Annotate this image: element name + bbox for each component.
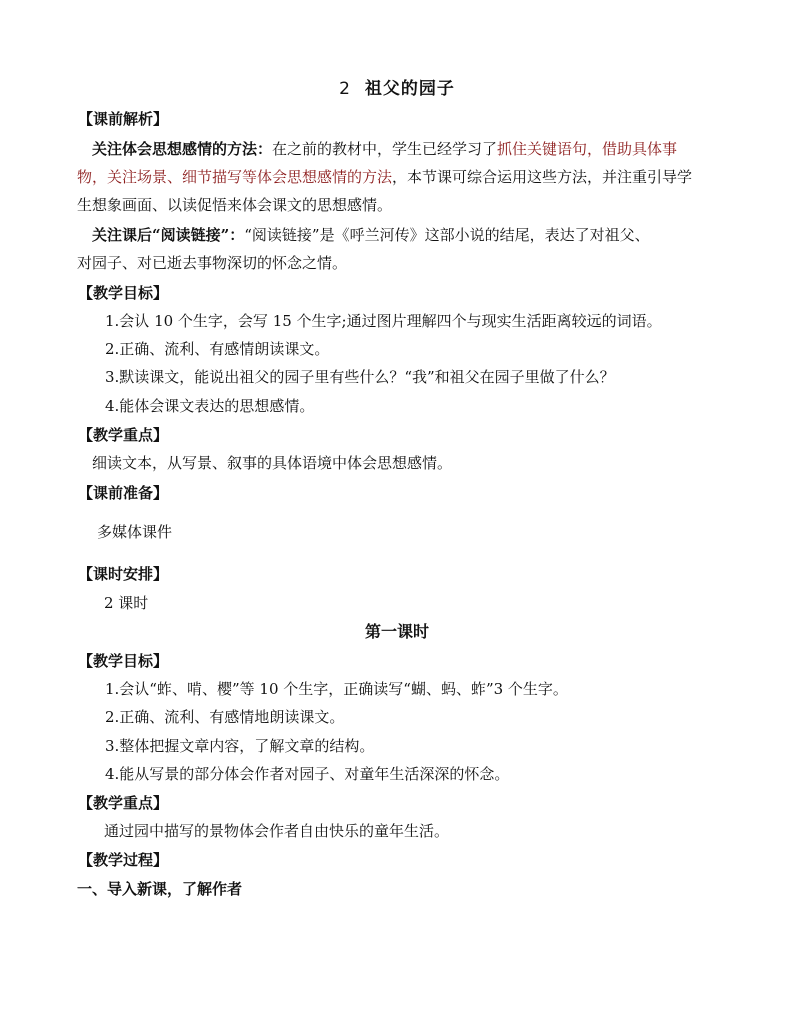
section-heading-schedule: 【课时安排】 xyxy=(78,565,169,583)
section-heading-first-key: 【教学重点】 xyxy=(78,794,169,812)
pre-p1-b: ，本节课可综合运用这些方法，并注重引导学 xyxy=(392,168,693,186)
first-goal-item-4: 4.能从写景的部分体会作者对园子、对童年生活深深的怀念。 xyxy=(105,765,510,783)
pre-p2-a: “阅读链接”是《呼兰河传》这部小说的结尾，表达了对祖父、 xyxy=(244,226,650,244)
first-lesson-title: 第一课时 xyxy=(364,622,429,641)
section-heading-keypoint: 【教学重点】 xyxy=(78,426,169,444)
first-goal-item-2: 2.正确、流利、有感情地朗读课文。 xyxy=(105,708,345,726)
prep-text: 多媒体课件 xyxy=(97,523,173,541)
keypoint-text: 细读文本，从写景、叙事的具体语境中体会思想感情。 xyxy=(92,454,453,472)
lesson-title-text: 祖父的园子 xyxy=(364,79,455,99)
lesson-title xyxy=(0,79,794,99)
schedule-text: 2 课时 xyxy=(104,594,149,612)
section-heading-first-goals: 【教学目标】 xyxy=(78,652,169,670)
pre-p1-red-1: 抓住关键语句，借助具体事 xyxy=(497,140,678,158)
section-heading-process: 【教学过程】 xyxy=(78,851,169,869)
goal-item-3: 3.默读课文，能说出祖父的园子里有些什么？“我”和祖父在园子里做了什么？ xyxy=(105,368,615,386)
pre-paragraph-2-line-1 xyxy=(92,225,650,245)
section-heading-pre-analysis: 【课前解析】 xyxy=(78,110,169,128)
goal-item-2: 2.正确、流利、有感情朗读课文。 xyxy=(105,340,330,358)
pre-paragraph-1-line-1 xyxy=(92,139,677,159)
pre-p1-lead: 关注体会思想感情的方法： xyxy=(92,140,273,158)
pre-paragraph-2-line-2: 对园子、对已逝去事物深切的怀念之情。 xyxy=(77,254,348,272)
first-key-text: 通过园中描写的景物体会作者自由快乐的童年生活。 xyxy=(104,822,450,840)
process-step-1: 一、导入新课，了解作者 xyxy=(77,880,243,898)
first-goal-item-3: 3.整体把握文章内容，了解文章的结构。 xyxy=(105,737,375,755)
pre-p1-red-2: 物，关注场景、细节描写等体会思想感情的方法 xyxy=(77,168,393,186)
pre-paragraph-1-line-2 xyxy=(77,167,692,187)
goal-item-4: 4.能体会课文表达的思想感情。 xyxy=(105,397,315,415)
pre-p1-a: 在之前的教材中，学生已经学习了 xyxy=(272,140,498,158)
section-heading-prep: 【课前准备】 xyxy=(78,484,169,502)
first-goal-item-1: 1.会认“蚱、啃、樱”等 10 个生字，正确读写“蝴、蚂、蚱”3 个生字。 xyxy=(105,680,568,698)
pre-paragraph-1-line-3: 生想象画面、以读促悟来体会课文的思想感情。 xyxy=(77,196,393,214)
pre-p2-lead: 关注课后“阅读链接”： xyxy=(92,226,245,244)
goal-item-1: 1.会认 10 个生字，会写 15 个生字;通过图片理解四个与现实生活距离较远的词语。 xyxy=(105,312,662,330)
section-heading-goals: 【教学目标】 xyxy=(78,284,169,302)
lesson-number: 2 xyxy=(339,79,351,99)
